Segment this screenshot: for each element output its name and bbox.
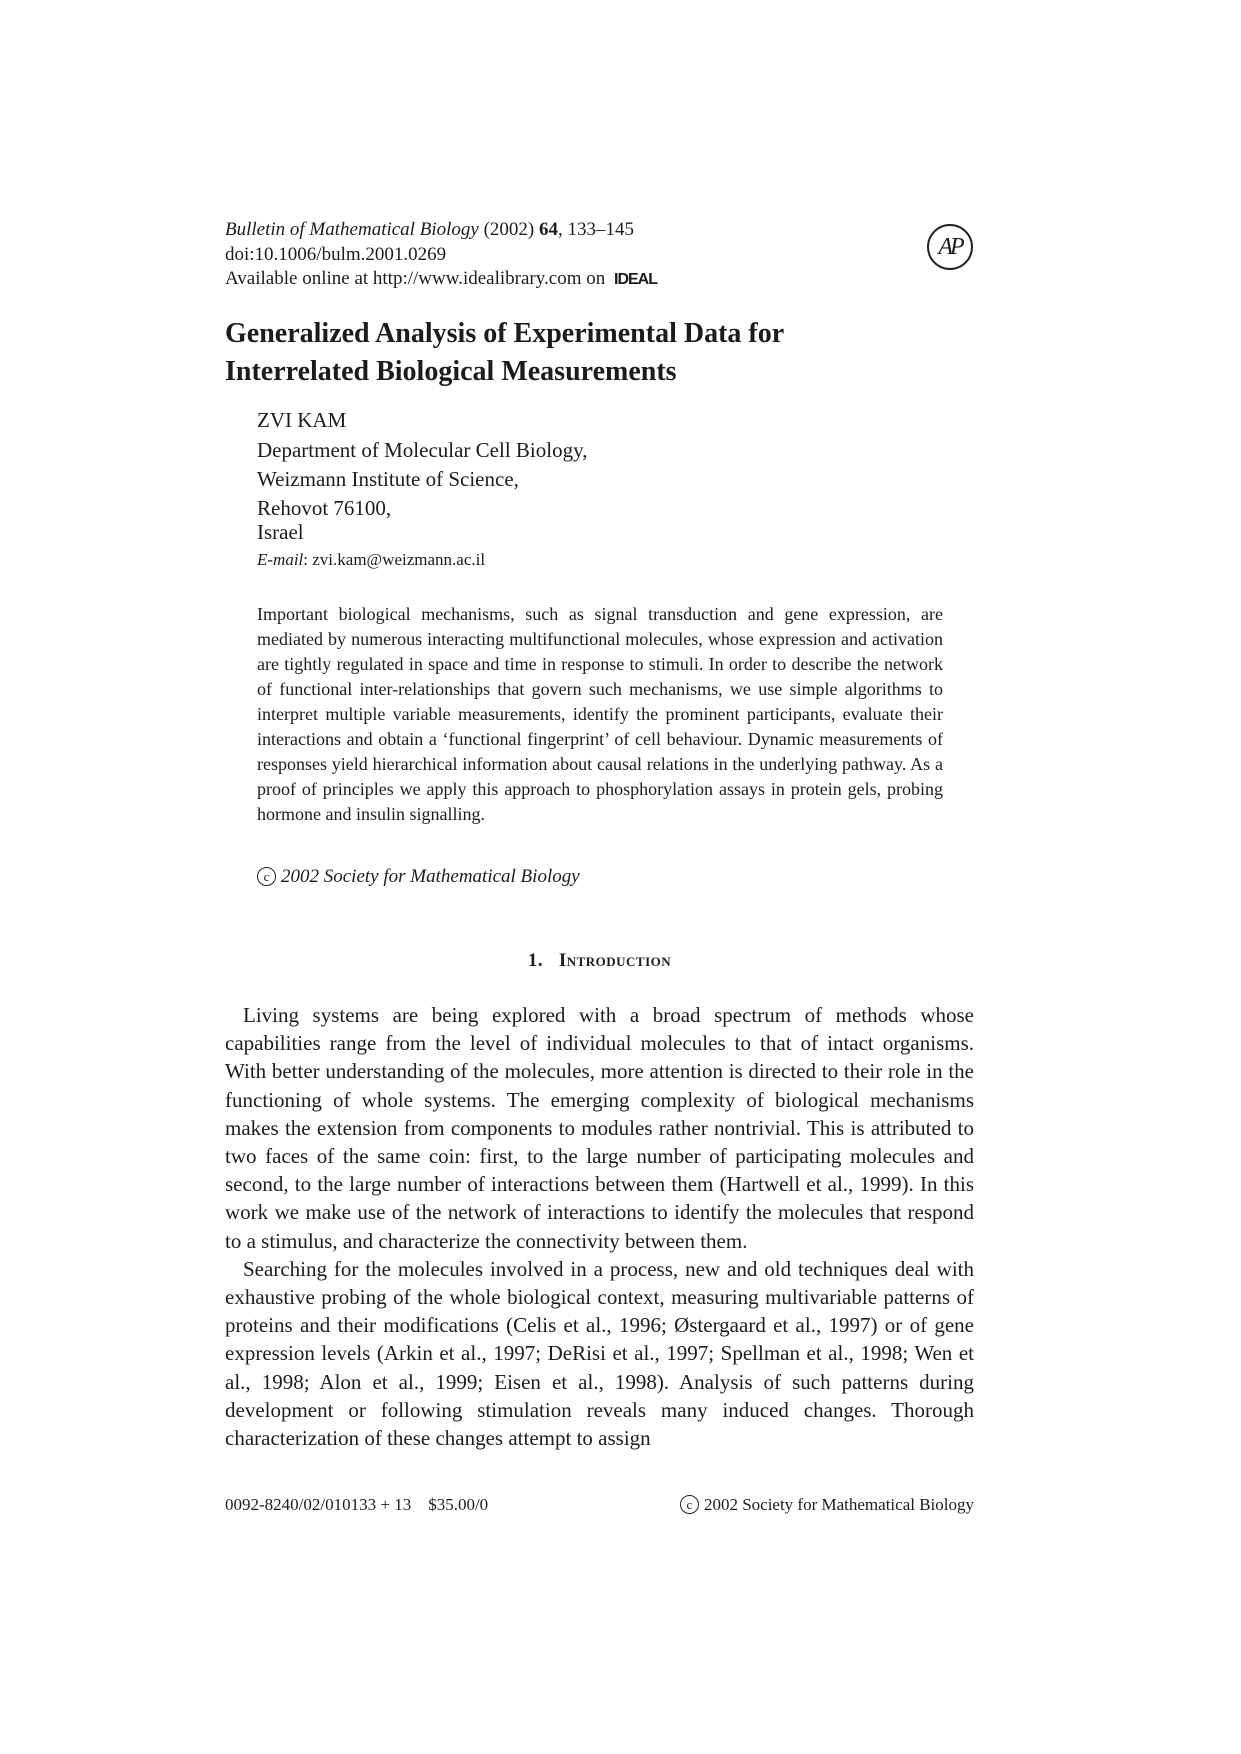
doi: doi:10.1006/bulm.2001.0269 [225,244,447,265]
journal-citation [225,218,634,242]
affiliation-line-1: Department of Molecular Cell Biology, [257,438,588,462]
footer-issn-price: 0092-8240/02/010133 + 13 $35.00/0 [225,1495,489,1514]
academic-press-logo: AP [927,224,973,270]
affiliation-line-3: Rehovot 76100, [257,496,392,520]
title-line-2: Interrelated Biological Measurements [225,356,677,387]
introduction-body [225,1001,974,1452]
online-availability [225,267,657,292]
section-title: Introduction [558,950,672,971]
paragraph-2: Searching for the molecules involved in a process, new and old techniques deal with exhaustive probing of the whole biological context, measuring multivariable patterns of proteins and their modifications (Celis et al., 1996; Østergaard et al., 1997) or of gene expression levels (Arkin et al., 1997; DeRisi et al., 1997; Spellman et al., 1998; Wen et al., 1998; Alon et al., 1999; Eisen et al., 1998). Analysis of such patterns during development or following stimulation reveals many induced changes. Thorough characterization of these changes attempt to assign [225,1256,974,1451]
author-name: ZVI KAM [257,408,347,432]
journal-year: (2002) [483,219,535,240]
footer-copyright-text: 2002 Society for Mathematical Biology [703,1495,974,1514]
journal-pages: , 133–145 [557,219,634,240]
footer-copyright-symbol: c [680,1495,699,1514]
section-heading [225,950,974,972]
paragraph-1: Living systems are being explored with a broad spectrum of methods whose capabilities range from the level of individual molecules to that of intact organisms. With better understanding of the molecules, more attention is directed to their role in the functioning of whole systems. The emerging complexity of biological mechanisms makes the extension from components to modules rather nontrivial. This is attributed to two faces of the same coin: first, to the large number of participating molecules and second, to the large number of interactions between them (Hartwell et al., 1999). In this work we make use of the network of interactions to identify the molecules that respond to a stimulus, and characterize the connectivity between them. [225,1003,974,1253]
author-email [257,550,485,570]
title-line-1: Generalized Analysis of Experimental Data for [225,318,785,349]
paper-title [225,315,784,391]
ideal-logo: IDEAL [614,270,657,288]
footer-copyright [680,1495,974,1515]
affiliation-line-4: Israel [257,520,304,544]
section-number: 1. [527,950,544,971]
affiliation-line-2: Weizmann Institute of Science, [257,467,519,491]
copyright-text: 2002 Society for Mathematical Biology [281,866,580,887]
abstract-copyright [257,866,580,888]
email-address: : zvi.kam@weizmann.ac.il [303,550,486,569]
email-label: E-mail [257,550,304,569]
copyright-symbol: c [257,867,276,886]
abstract: Important biological mechanisms, such as signal transduction and gene expression, are mediated by numerous interacting multifunctional molecules, whose expression and activation are tightly regulated in space and time in response to stimuli. In order to describe the network of functional inter-relationships that govern such mechanisms, we use simple algorithms to interpret multiple variable measurements, identify the prominent participants, evaluate their interactions and obtain a ‘functional fingerprint’ of cell behaviour. Dynamic measurements of responses yield hierarchical information about causal relations in the underlying pathway. As a proof of principles we apply this approach to phosphorylation assays in protein gels, probing hormone and insulin signalling. [257,604,943,824]
online-text: Available online at http://www.idealibrary.com on [225,268,606,289]
journal-volume: 64 [538,219,558,240]
journal-name: Bulletin of Mathematical Biology [225,219,479,240]
